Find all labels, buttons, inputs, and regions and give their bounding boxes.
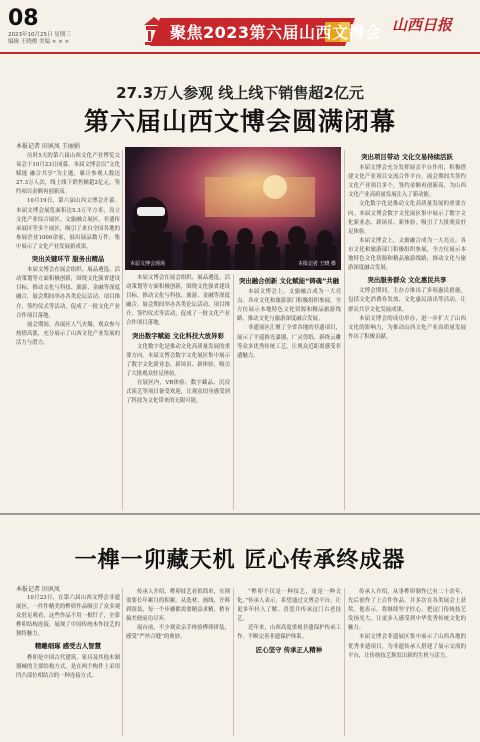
- banner-title: 聚焦2023第六届山西文博会: [170, 23, 382, 42]
- section-heading: 匠心坚守 传承正人精神: [255, 645, 323, 654]
- paragraph: 本届文博会非遗展区集中展示了山西各地的优秀非遗项目，为非遗传承人搭建了展示交流的平台，让传统技艺焕发出新的生机与活力。: [348, 634, 466, 659]
- article-divider: [0, 513, 480, 515]
- article1-column-1: [16, 152, 120, 510]
- paragraph: 历时5天的第六届山西文化产业博览交易会于10月23日闭幕。本届文博会以“文化赋能 融合共享”为主题，累计参观人数达27.3万人次，线上线下销售额超2亿元，签约项目金额再创新高。: [16, 153, 120, 196]
- paragraph: 本届文博会充分发挥展会平台作用，积极搭建文化产业项目交流合作平台。展会期间共签约文化产业项目多个，签约金额再创新高，为山西文化产业高质量发展注入了新动能。: [348, 165, 466, 199]
- photo-credit: 本报记者 王晓 摄: [297, 261, 336, 267]
- paragraph: 在展区内，VR体验、数字藏品、沉浸式演艺等项目备受欢迎，让观众切身感受到了科技为文化带来的无限可能。: [126, 380, 230, 405]
- expo-photo: [125, 147, 341, 270]
- paragraph: 文化数字化是推动文化高质量发展的重要方向。本届文博会数字文化展区集中展示了数字文化新业态、新场景、新体验，吸引了大批观众驻足体验。: [126, 343, 230, 377]
- paragraph: 展台前，不少观众亲手体验榫卯拼装，感受“严丝合缝”的奥妙。: [126, 625, 230, 641]
- column-divider: [122, 150, 123, 510]
- column-divider: [233, 274, 234, 510]
- section-heading: 突出关键环节 服务出精品: [31, 255, 105, 264]
- paragraph: 10月23日，在第六届山西文博会非遗展区，一件件精美的榫卯作品吸引了众多观众驻足观看。这些作品不用一根钉子，全靠榫卯结构连接，展现了中国传统木作技艺的独特魅力。: [16, 595, 120, 638]
- paragraph: “榫卯不仅是一种技艺，更是一种文化。”传承人表示，希望通过文博会平台，让更多年轻人了解、喜爱并传承这门古老技艺。: [237, 589, 341, 623]
- paragraph: 近年来，山西高度重视非遗保护传承工作，不断完善非遗保护体系。: [237, 625, 341, 641]
- article1-headline: 第六届山西文博会圆满闭幕: [83, 107, 396, 136]
- article2-column-4: [348, 588, 466, 736]
- paragraph: 传承人介绍，从事榫卯制作已有二十余年，先后创作了上百件作品，并多次在各类展会上获奖。他表示，将继续坚守匠心，把这门传统技艺发扬光大，让更多人感受到中华优秀传统文化的魅力。: [348, 589, 466, 632]
- article1-column-2: [126, 274, 230, 510]
- column-divider: [122, 588, 123, 736]
- article2-column-2: [126, 588, 230, 736]
- article1-byline: 本报记者 田夙凤 王丽娟: [16, 143, 80, 150]
- paragraph: 展会期间，各展区人气火爆，观众参与热情高涨，充分展示了山西文化产业发展的活力与潜力。: [16, 321, 120, 346]
- paragraph: 非遗展区汇聚了全省各地的非遗项目，展示了平遥推光漆器、广灵剪纸、新绛云雕等众多优秀传统工艺，让观众近距离感受非遗魅力。: [237, 325, 341, 359]
- paragraph: 传承人介绍，榫卯技艺看似简单，实则需要长年累月的积累。从选材、画线、开料到组装，每一个步骤都需要精益求精，稍有偏差便前功尽弃。: [126, 589, 230, 623]
- issue-editor: 编辑 王晓俊 美编 × × ×: [8, 39, 70, 45]
- page-header: [0, 0, 480, 60]
- paragraph: 榫卯是中国古代建筑、家具及其他木制器械的主要结构方式，是在两个构件上采用凹凸部位相结合的一种连接方式。: [16, 654, 120, 679]
- paragraph: 文化数字化是推动文化高质量发展的重要方向。本届文博会数字文化展区集中展示了数字文化新业态、新场景、新体验，吸引了大批观众驻足体验。: [348, 201, 466, 235]
- issue-date: 2023年10月25日 星期三: [8, 32, 71, 38]
- paragraph: 本届文博会在展会组织、展品遴选、活动策划等方面积极创新，围绕文化强省建设目标，推动文化与科技、旅游、金融等深度融合，展会期间举办各类论坛活动、项目推介、签约仪式等活动，促成了一批文化产业合作项目落地。: [16, 267, 120, 319]
- column-divider: [233, 588, 234, 736]
- article2-column-1: [16, 594, 120, 736]
- issue-meta: [8, 32, 71, 46]
- section-heading: 突出融合创新 文化赋能“铸魂”共融: [238, 277, 340, 285]
- article2-column-3: [237, 588, 341, 736]
- column-divider: [344, 588, 345, 736]
- article1-column-3: [237, 274, 341, 510]
- page-number: 08: [8, 6, 39, 31]
- expo-emblem-icon: [143, 16, 165, 46]
- crowd-scene-image: [125, 147, 341, 270]
- section-heading: 突出项目带动 文化交易持续活跃: [361, 153, 453, 161]
- paragraph: 本届文博会上，文旅融合成为一大亮点。各市文化和旅游部门积极组织参展，全方位展示本地特色文化资源和精品旅游线路，推动文化与旅游深度融合发展。: [348, 237, 466, 272]
- photo-caption: 本届文博会现场: [130, 261, 166, 267]
- section-heading: 突出服务群众 文化惠民共享: [367, 276, 447, 285]
- paragraph: 10月19日，第六届山西文博会开幕。本届文博会展览面积达5.3万平方米，设立文化产业综合展区、文旅融合展区、非遗传承展区等多个展区，吸引了来自全国各地的参展企业1000余家，展出展品数万件，集中展示了文化产业发展新成果。: [16, 198, 120, 250]
- article2-byline: 本报记者 田夙凤: [16, 586, 60, 593]
- paragraph: 本届文博会上，文旅融合成为一大亮点。各市文化和旅游部门积极组织参展，全方位展示本地特色文化资源和精品旅游线路，推动文化与旅游深度融合发展。: [237, 289, 341, 323]
- newspaper-logo: 山西日报: [392, 16, 453, 34]
- paragraph: 本届文博会的成功举办，进一步扩大了山西文化的影响力，为推动山西文化产业高质量发展作出了积极贡献。: [348, 315, 466, 340]
- article1-subhead: 27.3万人参观 线上线下销售超2亿元: [116, 84, 364, 102]
- article1-column-4: [348, 150, 466, 510]
- section-heading: 精雕细琢 感受古人智慧: [34, 642, 102, 651]
- header-rule: [0, 52, 480, 54]
- section-heading: 突出数字赋能 文化科技大放异彩: [132, 331, 224, 340]
- paragraph: 本届文博会在展会组织、展品遴选、活动策划等方面积极创新，围绕文化强省建设目标，推动文化与科技、旅游、金融等深度融合，展会期间举办各类论坛活动、项目推介、签约仪式等活动，促成了一批文化产业合作项目落地。: [126, 275, 230, 327]
- column-divider: [344, 150, 345, 510]
- paragraph: 文博会期间，主办方推出了多项惠民措施，包括文化消费券发放、文化惠民演出等活动，让群众共享文化发展成果。: [348, 288, 466, 313]
- article2-headline: 一榫一卯藏天机 匠心传承终成器: [74, 548, 406, 573]
